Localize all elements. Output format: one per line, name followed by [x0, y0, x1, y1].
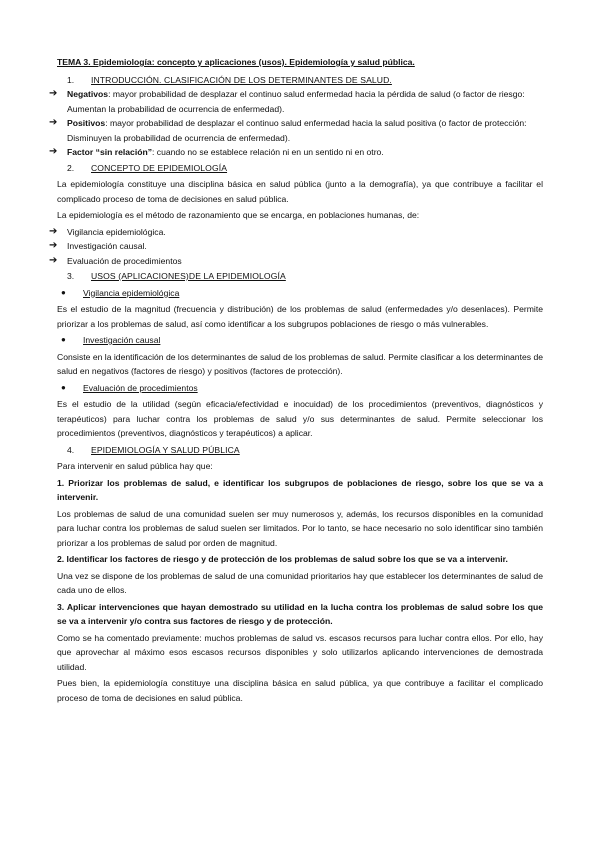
- paragraph: Pues bien, la epidemiología constituye una disciplina básica en salud pública, ya que contribuye a facilitar el complicado proceso de toma de decisiones en salud pública.: [57, 678, 543, 703]
- item-term: Positivos: [67, 118, 106, 128]
- item-text: Vigilancia epidemiológica.: [67, 226, 166, 237]
- bullet-label: Investigación causal: [83, 335, 161, 345]
- item-text: Evaluación de procedimientos: [67, 255, 182, 266]
- arrow-icon: ➔: [49, 88, 58, 99]
- section-number: 3.: [67, 271, 75, 281]
- section-label: INTRODUCCIÓN. CLASIFICACIÓN DE LOS DETERMINANTES DE SALUD.: [91, 74, 392, 85]
- item-text: : mayor probabilidad de desplazar el continuo salud enfermedad hacia la pérdida de salud (o factor de riesgo: Aumentan la probabilidad de ocurrencia de enfermedad).: [67, 89, 525, 114]
- paragraph: Como se ha comentado previamente: muchos problemas de salud vs. escasos recursos para luchar contra ellos. Por ello, hay que aprovechar al máximo esos escasos recursos disponibles y solo utilizarlos aplicando intervenciones de demostrada utilidad.: [57, 632, 543, 672]
- bullet-icon: ●: [61, 287, 66, 297]
- paragraph: Los problemas de salud de una comunidad suelen ser muy numerosos y, además, los recursos disponibles en la comunidad para luchar contra los problemas de salud suelen ser limitados. Por lo tanto, se hace necesario no solo identificar sino también priorizar a los problemas de salud por orden de magnitud.: [57, 508, 543, 548]
- paragraph: Para intervenir en salud pública hay que:: [57, 461, 213, 471]
- section-number: 2.: [67, 162, 75, 173]
- paragraph: Es el estudio de la utilidad (según eficacia/efectividad e inocuidad) de los procedimientos (preventivos, diagnósticos y terapéuticos) para luchar contra los problemas de salud y/o sus determinantes de salud. Permite seleccionar los procedimientos (preventivos, diagnósticos y terapéuticos) a aplicar.: [57, 399, 543, 438]
- section-label: EPIDEMIOLOGÍA Y SALUD PÚBLICA: [91, 444, 240, 455]
- section-number: 4.: [67, 444, 75, 455]
- paragraph: Consiste en la identificación de los determinantes de salud de los problemas de salud. Permite clasificar a los determinantes de salud en negativos (factores de riesgo) y positivos (factores de protección).: [57, 351, 543, 376]
- numbered-heading: 2. Identificar los factores de riesgo y de protección de los problemas de salud sobre los que se va a intervenir.: [57, 554, 508, 564]
- bullet-label: Evaluación de procedimientos: [83, 382, 198, 393]
- section-label: CONCEPTO DE EPIDEMIOLOGÍA: [91, 162, 228, 173]
- section-label: USOS (APLICACIONES)DE LA EPIDEMIOLOGÍA: [91, 271, 286, 281]
- bullet-heading: [57, 286, 543, 301]
- section-2-heading: [57, 161, 543, 176]
- arrow-icon: ➔: [49, 254, 58, 266]
- list-item: [49, 239, 543, 254]
- arrow-icon: ➔: [49, 240, 58, 251]
- arrow-icon: ➔: [49, 225, 58, 237]
- document-title: TEMA 3. Epidemiología: concepto y aplicaciones (usos). Epidemiología y salud pública.: [57, 57, 415, 67]
- arrow-icon: ➔: [49, 146, 58, 157]
- paragraph: La epidemiología constituye una disciplina básica en salud pública (junto a la demografía), ya que contribuye a facilitar el complicado proceso de toma de decisiones en salud pública.: [57, 179, 543, 204]
- arrow-icon: ➔: [49, 117, 58, 128]
- numbered-heading: 3. Aplicar intervenciones que hayan demostrado su utilidad en la lucha contra los problemas de salud sobre los que se va a intervenir y/o contra sus factores de riesgo y de protección.: [57, 601, 543, 626]
- bullet-heading: [57, 333, 543, 348]
- item-text: : mayor probabilidad de desplazar el continuo salud enfermedad hacia la salud positiva (o factor de protección: Disminuyen la probabilidad de ocurrencia de enfermedad).: [67, 118, 527, 143]
- list-item: [49, 254, 543, 269]
- paragraph: Una vez se dispone de los problemas de salud de una comunidad prioritarios hay que establecer los determinantes de salud de cada uno de ellos.: [57, 570, 543, 595]
- bullet-heading: [57, 381, 543, 396]
- paragraph: Es el estudio de la magnitud (frecuencia y distribución) de los problemas de salud (enfermedades y/o desenlaces). Permite priorizar a los problemas de salud, así como identificar a los subgrupos poblaciones de riesgo o más vulnerables.: [57, 304, 543, 329]
- section-number: 1.: [67, 74, 75, 85]
- list-item: [49, 87, 543, 116]
- item-term: Negativos: [67, 89, 109, 99]
- numbered-heading: 1. Priorizar los problemas de salud, e identificar los subgrupos de poblaciones de riesgo, sobre los que se va a intervenir.: [57, 477, 543, 502]
- section-3-heading: [57, 269, 543, 284]
- list-item: [49, 225, 543, 240]
- bullet-icon: ●: [61, 335, 66, 344]
- item-term: Factor “sin relación”: [67, 147, 153, 157]
- bullet-icon: ●: [61, 382, 66, 392]
- document-page: [49, 55, 543, 707]
- item-text: Investigación causal.: [67, 241, 147, 251]
- section-4-heading: [57, 443, 543, 458]
- section-1-heading: [57, 73, 543, 88]
- list-item: [49, 145, 543, 160]
- bullet-label: Vigilancia epidemiológica: [83, 287, 180, 298]
- item-text: : cuando no se establece relación ni en un sentido ni en otro.: [152, 147, 384, 157]
- paragraph: La epidemiología es el método de razonamiento que se encarga, en poblaciones humanas, de:: [57, 210, 420, 220]
- list-item: [49, 116, 543, 145]
